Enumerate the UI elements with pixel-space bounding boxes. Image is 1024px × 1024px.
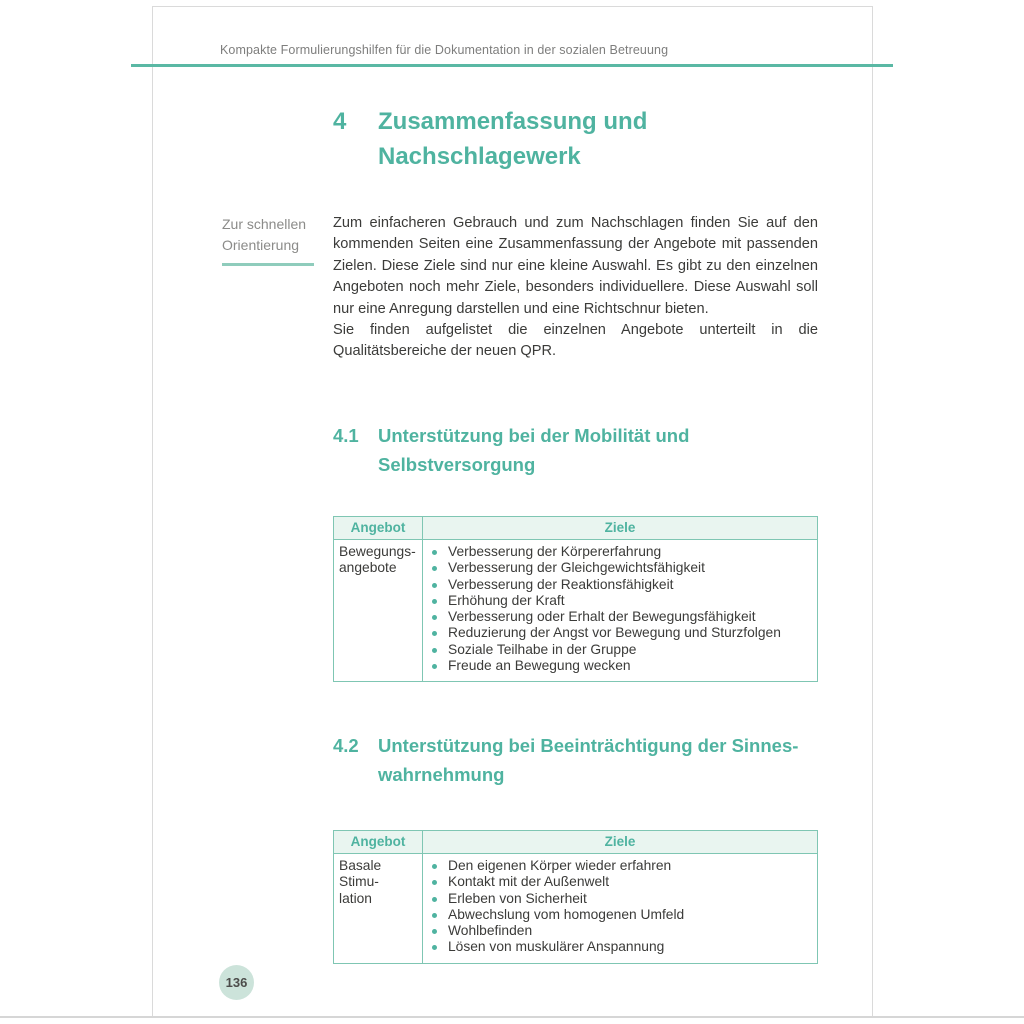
bullet-icon: [432, 648, 437, 653]
row-label-line-2: angebote: [339, 560, 397, 576]
table-row-label: [334, 854, 423, 963]
bullet-icon: [432, 880, 437, 885]
table-row-label: [334, 540, 423, 681]
section-title-line-2: Selbstversorgung: [378, 454, 536, 475]
section-title-line-1: Unterstützung bei Beeinträchtigung der Sinnes-: [378, 735, 799, 756]
header-rule: [131, 64, 893, 67]
bullet-icon: [432, 550, 437, 555]
intro-text: [333, 213, 818, 363]
goal-item: [423, 544, 811, 560]
goal-item: [423, 923, 811, 939]
chapter-title-line-1: Zusammenfassung und: [378, 108, 648, 135]
bullet-icon: [432, 615, 437, 620]
page-number-badge: [219, 965, 254, 1000]
table-mobility: [333, 516, 818, 682]
document-page: [152, 6, 873, 1018]
goal-text: Soziale Teilhabe in der Gruppe: [448, 641, 637, 657]
table-header-angebot: Angebot: [334, 517, 423, 540]
row-label-line-1: Bewegungs-: [339, 544, 416, 559]
goal-item: [423, 874, 811, 890]
table-header-ziele: Ziele: [423, 831, 817, 854]
page-bottom-edge: [0, 1016, 1024, 1018]
table-header-angebot: Angebot: [334, 831, 423, 854]
section-heading-4-2: [333, 731, 798, 789]
section-title-line-1: Unterstützung bei der Mobilität und: [378, 425, 690, 446]
goal-text: Freude an Bewegung wecken: [448, 658, 631, 674]
goal-item: [423, 658, 811, 674]
section-number: 4.1: [333, 425, 359, 446]
goal-item: [423, 907, 811, 923]
goal-text: Den eigenen Körper wieder erfahren: [448, 858, 672, 873]
bullet-icon: [432, 566, 437, 571]
bullet-icon: [432, 664, 437, 669]
section-number: 4.2: [333, 735, 359, 756]
page-number: 136: [225, 975, 248, 990]
goal-text: Erhöhung der Kraft: [448, 592, 565, 608]
goal-text: Wohlbefinden: [448, 923, 533, 939]
goal-item: [423, 939, 811, 955]
section-heading-4-1: [333, 421, 689, 479]
goal-item: [423, 560, 811, 576]
margin-note-line-2: Orientierung: [222, 237, 300, 253]
table-sensory: [333, 830, 818, 964]
goal-item: [423, 593, 811, 609]
bullet-icon: [432, 864, 437, 869]
chapter-heading: [333, 104, 647, 174]
row-label-line-2: lation: [339, 890, 372, 906]
goal-item: [423, 577, 811, 593]
goal-text: Reduzierung der Angst vor Bewegung und Sturzfolgen: [448, 625, 781, 641]
goal-text: Verbesserung oder Erhalt der Bewegungsfähigkeit: [448, 609, 756, 625]
goal-text: Verbesserung der Gleichgewichtsfähigkeit: [448, 560, 705, 576]
chapter-number: 4: [333, 108, 347, 135]
bullet-icon: [432, 929, 437, 934]
margin-note-rule: [222, 263, 314, 266]
margin-note-line-1: Zur schnellen: [222, 216, 307, 232]
goals-list: [423, 540, 817, 681]
bullet-icon: [432, 631, 437, 636]
goals-list: [423, 854, 817, 963]
goal-item: [423, 609, 811, 625]
margin-note: [222, 214, 314, 266]
goal-text: Verbesserung der Körpererfahrung: [448, 544, 662, 559]
bullet-icon: [432, 599, 437, 604]
intro-paragraph-1: Zum einfacheren Gebrauch und zum Nachschlagen finden Sie auf den kommenden Seiten eine Zusammenfassung der Angebote mit passenden Zielen. Diese Ziele sind nur eine kleine Auswahl. Es gibt zu den einzelnen Angeboten noch mehr Ziele, besonders individuellere. Diese Auswahl soll nur eine Anregung darstellen und eine Richtschnur bieten.: [333, 215, 818, 317]
goal-item: [423, 625, 811, 641]
goal-item: [423, 891, 811, 907]
bullet-icon: [432, 913, 437, 918]
bullet-icon: [432, 583, 437, 588]
goal-item: [423, 858, 811, 874]
goal-text: Verbesserung der Reaktionsfähigkeit: [448, 576, 674, 592]
section-title-line-2: wahrnehmung: [378, 764, 505, 785]
bullet-icon: [432, 897, 437, 902]
row-label-line-1: Basale Stimu-: [339, 858, 382, 890]
running-header: Kompakte Formulierungshilfen für die Dokumentation in der sozialen Betreuung: [220, 43, 669, 57]
goal-text: Erleben von Sicherheit: [448, 890, 587, 906]
chapter-title-line-2: Nachschlagewerk: [378, 143, 581, 170]
goal-text: Lösen von muskulärer Anspannung: [448, 939, 665, 955]
bullet-icon: [432, 945, 437, 950]
goal-item: [423, 642, 811, 658]
intro-paragraph-2: Sie finden aufgelistet die einzelnen Angebote unterteilt in die Qualitätsbereiche der neuen QPR.: [333, 322, 818, 360]
table-header-ziele: Ziele: [423, 517, 817, 540]
goal-text: Kontakt mit der Außenwelt: [448, 874, 610, 890]
goal-text: Abwechslung vom homogenen Umfeld: [448, 906, 685, 922]
